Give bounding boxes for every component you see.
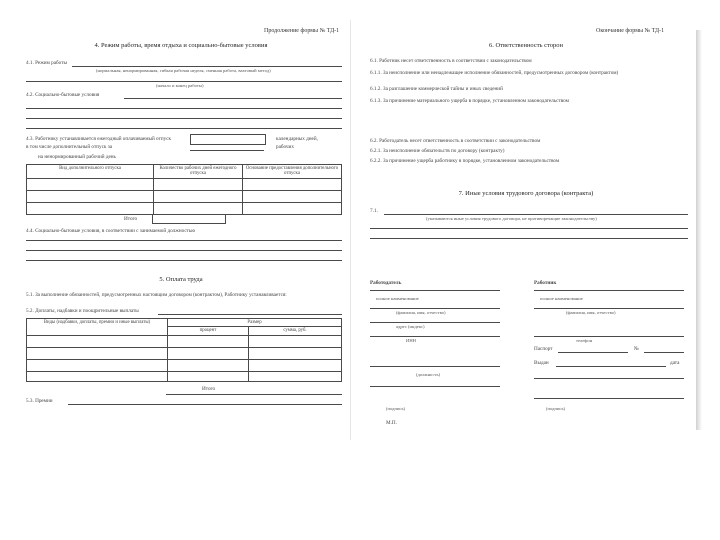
employee-address-field[interactable] bbox=[534, 336, 684, 337]
clause-4-4-text: 4.4. Социально-бытовые условия, в соответствии с занимаемой должностью bbox=[26, 228, 196, 234]
employee-name-field[interactable] bbox=[534, 290, 684, 291]
table-cell[interactable] bbox=[168, 347, 249, 359]
clause-6-2-2-text: 6.2.2. За причинение ущерба работнику в порядке, установленном законодательством bbox=[370, 158, 560, 164]
leave-days-header: Количество рабочих дней ежегодного отпуска bbox=[154, 165, 243, 179]
table-cell[interactable] bbox=[168, 371, 249, 381]
section-5-title: 5. Оплата труда bbox=[159, 276, 203, 283]
conditions-field-1[interactable] bbox=[124, 98, 342, 99]
issued-label: Выдан bbox=[534, 360, 549, 366]
employer-inn-field[interactable] bbox=[370, 336, 500, 337]
employee-heading: Работник bbox=[534, 280, 557, 286]
passport-number-label: № bbox=[634, 346, 639, 352]
clause-5-2-text: 5.2. Доплаты, надбавки и поощрительные выплаты bbox=[26, 308, 139, 314]
issued-extra-field[interactable] bbox=[534, 378, 684, 379]
employer-fio-hint: (фамилия, имя, отчество) bbox=[396, 310, 446, 315]
table-cell[interactable] bbox=[27, 359, 168, 371]
table-cell[interactable] bbox=[243, 191, 342, 203]
vacation-days-box[interactable] bbox=[190, 134, 266, 145]
conditions-field-4[interactable] bbox=[26, 128, 342, 129]
employee-signature-hint: (подпись) bbox=[546, 406, 566, 411]
issued-by-field[interactable] bbox=[556, 366, 666, 367]
table-cell[interactable] bbox=[27, 203, 154, 215]
conditions-field-2[interactable] bbox=[26, 108, 342, 109]
clause-4-2-label: 4.2. Социально-бытовые условия bbox=[26, 92, 100, 98]
employer-name-hint: полное наименование bbox=[376, 296, 419, 301]
bonus-total-field[interactable] bbox=[166, 394, 342, 395]
clause-7-1-label: 7.1. bbox=[370, 208, 378, 214]
employer-name-field[interactable] bbox=[370, 290, 500, 291]
table-cell[interactable] bbox=[243, 203, 342, 215]
leave-basis-header: Основание предоставления дополнительного отпуска bbox=[243, 165, 342, 179]
percent-header: процент bbox=[168, 327, 249, 335]
passport-series-field[interactable] bbox=[558, 352, 628, 353]
table-cell[interactable] bbox=[27, 371, 168, 381]
work-hours-field[interactable] bbox=[26, 81, 342, 82]
bonuses-table bbox=[26, 318, 342, 382]
employer-heading: Работодатель bbox=[370, 280, 402, 286]
work-hours-hint: (начало и конец работы) bbox=[156, 83, 204, 88]
table-cell[interactable] bbox=[249, 359, 342, 371]
leave-type-header: Вид дополнительного отпуска bbox=[27, 165, 154, 179]
page-shadow bbox=[696, 30, 702, 430]
working-days-label: рабочих bbox=[276, 144, 294, 150]
section-4-title: 4. Режим работы, время отдыха и социально-бытовые условия bbox=[94, 42, 268, 49]
bonus-total-label: Итого bbox=[202, 386, 216, 392]
conditions-44-field-1[interactable] bbox=[26, 240, 342, 241]
work-mode-hint: (нормальная, ненормированная, гибкая рабочая неделя, сменная работа, вахтовый метод) bbox=[96, 68, 271, 73]
table-cell[interactable] bbox=[154, 191, 243, 203]
table-cell[interactable] bbox=[27, 191, 154, 203]
clause-5-1-text: 5.1. За выполнение обязанностей, предусмотренных настоящим договором (контрактом), Работнику устанавливается: bbox=[26, 292, 287, 298]
table-cell[interactable] bbox=[27, 335, 168, 347]
bonus-amount-header: Размер bbox=[168, 319, 342, 327]
employee-phone-hint: телефон bbox=[576, 338, 593, 343]
employee-signature-field[interactable] bbox=[534, 398, 684, 399]
clause-6-2-1-text: 6.2.1. За неисполнение обязательств по договору (контракту) bbox=[370, 148, 505, 154]
bonuses-field[interactable] bbox=[158, 314, 342, 315]
clause-6-1-2-text: 6.1.2. За разглашение коммерческой тайны и иных сведений bbox=[370, 86, 503, 92]
additional-leave-table bbox=[26, 164, 342, 215]
issue-date-label: дата bbox=[670, 360, 680, 366]
employee-fio-field[interactable] bbox=[534, 308, 684, 309]
employer-signature-field[interactable] bbox=[370, 386, 500, 387]
clause-6-2-text: 6.2. Работодатель несет ответственность в соответствии с законодательством bbox=[370, 138, 541, 144]
stamp-place-label: М.П. bbox=[386, 420, 397, 426]
other-conditions-field-1[interactable] bbox=[384, 214, 688, 215]
other-conditions-field-3[interactable] bbox=[370, 238, 688, 239]
employer-signature-hint: (подпись) bbox=[386, 406, 406, 411]
section-7-title: 7. Иные условия трудового договора (контракта) bbox=[458, 190, 594, 197]
document-page-left bbox=[16, 26, 346, 426]
form-continuation-header: Продолжение формы № ТД-1 bbox=[264, 28, 340, 34]
clause-6-1-3-text: 6.1.3. За причинение материального ущерба в порядке, установленном законодательством bbox=[370, 98, 569, 104]
other-conditions-hint: (указываются иные условия трудового договора, не противоречащие законодательству) bbox=[426, 216, 597, 221]
irregular-day-label: на ненормированный рабочий день bbox=[38, 154, 116, 160]
page-separator bbox=[350, 20, 351, 440]
table-cell[interactable] bbox=[168, 335, 249, 347]
employee-fio-hint: (фамилия, имя, отчество) bbox=[566, 310, 616, 315]
table-cell[interactable] bbox=[243, 179, 342, 191]
employer-address-field[interactable] bbox=[370, 322, 500, 323]
conditions-44-field-2[interactable] bbox=[26, 250, 342, 251]
table-cell[interactable] bbox=[249, 371, 342, 381]
clause-6-1-1-text: 6.1.1. За неисполнение или ненадлежащее исполнение обязанностей, предусмотренных договором (контрактом) bbox=[370, 70, 619, 76]
conditions-44-field-3[interactable] bbox=[26, 260, 342, 261]
table-cell[interactable] bbox=[249, 347, 342, 359]
form-ending-header: Окончание формы № ТД-1 bbox=[596, 28, 665, 34]
bonus-type-header: Виды (надбавки, доплаты, премии и иные выплаты) bbox=[27, 319, 168, 336]
passport-label: Паспорт bbox=[534, 346, 553, 352]
table-cell[interactable] bbox=[27, 179, 154, 191]
additional-leave-label: в том числе дополнительный отпуск за bbox=[26, 144, 113, 150]
leave-total-box[interactable] bbox=[152, 214, 226, 224]
employer-fio-field[interactable] bbox=[370, 308, 500, 309]
clause-6-1-text: 6.1. Работник несет ответственность в соответствии с законодательством bbox=[370, 58, 532, 64]
leave-total-label: Итого bbox=[124, 216, 138, 222]
other-conditions-field-2[interactable] bbox=[370, 228, 688, 229]
additional-leave-field[interactable] bbox=[190, 150, 264, 151]
calendar-days-label: календарных дней, bbox=[276, 136, 318, 142]
clause-4-3-text: 4.3. Работнику устанавливается ежегодный оплачиваемый отпуск bbox=[26, 136, 172, 142]
clause-4-1-label: 4.1. Режим работы bbox=[26, 60, 67, 66]
work-mode-field[interactable] bbox=[72, 66, 342, 67]
employer-address-hint: адрес (индекс) bbox=[396, 324, 425, 329]
passport-number-field[interactable] bbox=[644, 352, 684, 353]
premiums-field[interactable] bbox=[68, 404, 342, 405]
document-page-right bbox=[356, 26, 696, 436]
clause-5-3-text: 5.3. Премии bbox=[26, 398, 53, 404]
conditions-field-3[interactable] bbox=[26, 118, 342, 119]
table-cell[interactable] bbox=[27, 347, 168, 359]
section-6-title: 6. Ответственность сторон bbox=[488, 42, 564, 49]
employer-inn-hint: ИНН bbox=[406, 338, 416, 343]
employee-name-hint: полное наименование bbox=[540, 296, 583, 301]
table-cell[interactable] bbox=[168, 359, 249, 371]
employer-position-hint: (должность) bbox=[416, 372, 441, 377]
table-cell[interactable] bbox=[249, 335, 342, 347]
sum-header: сумма, руб. bbox=[249, 327, 342, 335]
table-cell[interactable] bbox=[154, 179, 243, 191]
table-cell[interactable] bbox=[154, 203, 243, 215]
employer-position-field[interactable] bbox=[370, 366, 500, 367]
